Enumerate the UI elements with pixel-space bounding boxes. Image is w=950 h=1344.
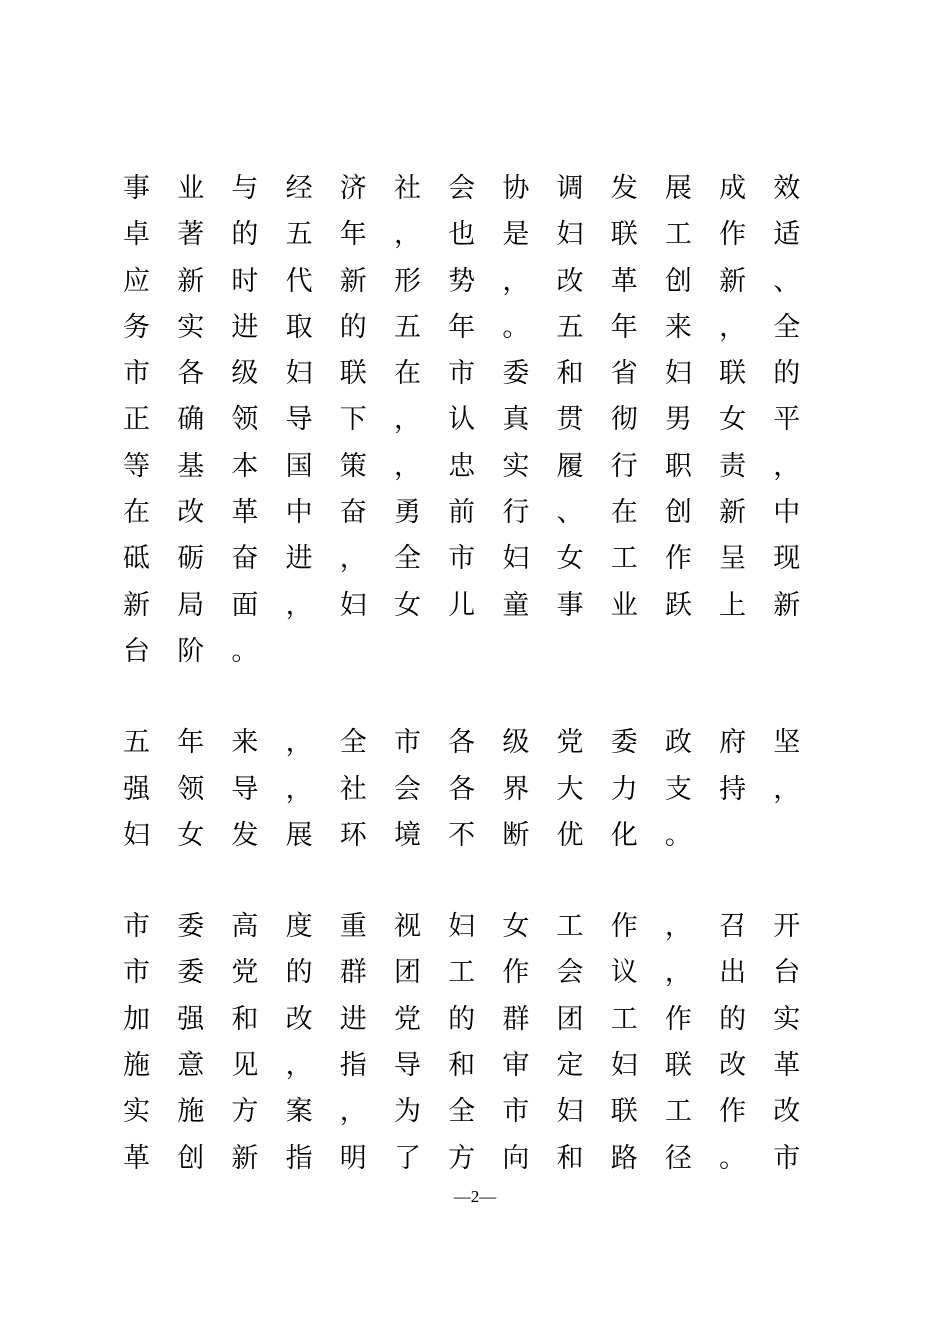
- text-char: 贯: [556, 404, 584, 436]
- text-char: 党: [556, 727, 584, 759]
- text-char: 方: [231, 1096, 259, 1128]
- text-char: 高: [231, 911, 259, 943]
- text-char: 妇: [664, 358, 692, 390]
- text-char: 革: [231, 497, 259, 529]
- text-char: 环: [339, 819, 367, 851]
- text-char: 发: [231, 819, 259, 851]
- text-char: 真: [502, 404, 530, 436]
- text-char: 女: [177, 819, 205, 851]
- text-line: [123, 212, 823, 258]
- text-line: [123, 444, 823, 490]
- text-char: 阶: [177, 635, 205, 667]
- text-char: 支: [664, 773, 692, 805]
- text-char: 五: [123, 727, 150, 759]
- text-char: 时: [231, 265, 259, 297]
- text-char: 工: [556, 911, 584, 943]
- text-char: 意: [177, 1050, 205, 1082]
- text-char: 议: [610, 957, 638, 989]
- text-char: ，: [393, 404, 421, 436]
- text-char: ，: [339, 1096, 367, 1128]
- text-char: 不: [448, 819, 476, 851]
- text-char: 各: [448, 773, 476, 805]
- text-char: 创: [664, 265, 692, 297]
- text-char: 联: [610, 1096, 638, 1128]
- text-char: 作: [664, 1003, 692, 1035]
- text-line: [123, 397, 823, 443]
- text-char: ，: [393, 219, 421, 251]
- text-char: 下: [339, 404, 367, 436]
- text-char: ，: [285, 1050, 313, 1082]
- text-char: 展: [285, 819, 313, 851]
- text-char: 妇: [556, 1096, 584, 1128]
- paragraph-gap: [123, 675, 823, 720]
- text-char: 势: [448, 265, 476, 297]
- text-char: 作: [610, 911, 638, 943]
- text-char: 年: [339, 219, 367, 251]
- text-char: 在: [123, 497, 150, 529]
- text-char: 女: [719, 404, 747, 436]
- text-char: 加: [123, 1003, 150, 1035]
- text-line: [123, 1043, 823, 1089]
- text-char: 群: [502, 1003, 530, 1035]
- text-char: 和: [231, 1003, 259, 1035]
- text-char: 彻: [610, 404, 638, 436]
- text-char: 力: [610, 773, 638, 805]
- text-char: 效: [773, 173, 801, 204]
- text-char: 勇: [393, 497, 421, 529]
- text-char: 形: [393, 265, 421, 297]
- text-char: 级: [502, 727, 530, 759]
- text-char: 界: [502, 773, 530, 805]
- text-char: 在: [393, 358, 421, 390]
- text-char: 进: [285, 543, 313, 575]
- text-char: 了: [393, 1142, 421, 1174]
- text-char: 开: [773, 911, 801, 943]
- text-char: ，: [285, 727, 313, 759]
- text-char: 五: [285, 219, 313, 251]
- text-char: 全: [773, 311, 801, 343]
- text-char: 济: [339, 173, 367, 204]
- text-char: 基: [177, 450, 205, 482]
- text-char: 作: [719, 1096, 747, 1128]
- text-char: 委: [610, 727, 638, 759]
- text-char: 案: [285, 1096, 313, 1128]
- paragraph-1: [123, 166, 823, 675]
- text-char: 年: [177, 727, 205, 759]
- text-char: 召: [719, 911, 747, 943]
- text-char: 省: [610, 358, 638, 390]
- text-char: 坚: [773, 727, 801, 759]
- text-char: 业: [177, 173, 205, 204]
- text-char: 径: [664, 1142, 692, 1174]
- text-char: 面: [231, 589, 259, 621]
- text-char: 实: [177, 311, 205, 343]
- text-char: 妇: [339, 589, 367, 621]
- text-char: 呈: [719, 543, 747, 575]
- text-char: 著: [177, 219, 205, 251]
- text-char: 的: [285, 957, 313, 989]
- text-char: 奋: [231, 543, 259, 575]
- text-char: 和: [556, 1142, 584, 1174]
- text-char: 工: [448, 957, 476, 989]
- text-char: 市: [448, 358, 476, 390]
- text-char: 团: [393, 957, 421, 989]
- text-line: [123, 583, 823, 629]
- text-char: 明: [339, 1142, 367, 1174]
- text-char: 五: [556, 311, 584, 343]
- text-char: 事: [123, 173, 150, 204]
- text-char: 市: [502, 1096, 530, 1128]
- text-char: ，: [393, 450, 421, 482]
- text-char: 展: [664, 173, 692, 204]
- text-char: 业: [610, 589, 638, 621]
- text-char: 妇: [610, 1050, 638, 1082]
- text-char: 行: [502, 497, 530, 529]
- text-char: 工: [610, 543, 638, 575]
- text-char: 男: [664, 404, 692, 436]
- text-char: 在: [610, 497, 638, 529]
- text-char: 。: [231, 635, 259, 667]
- text-char: 定: [556, 1050, 584, 1082]
- text-char: 奋: [339, 497, 367, 529]
- text-char: 妇: [502, 543, 530, 575]
- text-char: 现: [773, 543, 801, 575]
- text-char: 党: [393, 1003, 421, 1035]
- text-char: 化: [610, 819, 638, 851]
- text-char: 会: [556, 957, 584, 989]
- text-char: 的: [719, 1003, 747, 1035]
- text-char: 指: [339, 1050, 367, 1082]
- text-char: 各: [177, 358, 205, 390]
- text-char: 是: [502, 219, 530, 251]
- text-char: 审: [502, 1050, 530, 1082]
- text-char: 女: [556, 543, 584, 575]
- text-char: 群: [339, 957, 367, 989]
- text-char: 创: [177, 1142, 205, 1174]
- text-char: 。: [502, 311, 530, 343]
- text-char: 全: [393, 543, 421, 575]
- text-line: [123, 259, 823, 305]
- text-char: 联: [610, 219, 638, 251]
- text-char: 工: [610, 1003, 638, 1035]
- text-char: 上: [719, 589, 747, 621]
- text-char: ，: [502, 265, 530, 297]
- page-number: —2—: [453, 1187, 497, 1206]
- text-char: 导: [393, 1050, 421, 1082]
- text-char: 全: [448, 1096, 476, 1128]
- text-char: 社: [393, 173, 421, 204]
- text-char: 市: [123, 358, 150, 390]
- text-char: 施: [123, 1050, 150, 1082]
- text-char: 新: [177, 265, 205, 297]
- text-char: 联: [719, 358, 747, 390]
- text-char: ，: [719, 311, 747, 343]
- text-char: 革: [610, 265, 638, 297]
- text-char: 作: [502, 957, 530, 989]
- text-line: [123, 1136, 823, 1182]
- text-char: 行: [610, 450, 638, 482]
- text-char: 取: [285, 311, 313, 343]
- text-char: 级: [231, 358, 259, 390]
- text-char: 市: [773, 1142, 801, 1174]
- text-line: [123, 950, 823, 996]
- text-char: 创: [664, 497, 692, 529]
- text-char: 境: [393, 819, 421, 851]
- text-char: 和: [448, 1050, 476, 1082]
- text-char: 会: [448, 173, 476, 204]
- text-char: ，: [285, 589, 313, 621]
- text-char: 和: [556, 358, 584, 390]
- text-char: ，: [339, 543, 367, 575]
- text-char: 调: [556, 173, 584, 204]
- text-line: [123, 767, 823, 813]
- text-char: 代: [285, 265, 313, 297]
- text-char: 新: [773, 589, 801, 621]
- text-char: 改: [556, 265, 584, 297]
- text-char: 成: [719, 173, 747, 204]
- text-char: 新: [719, 265, 747, 297]
- text-char: 履: [556, 450, 584, 482]
- text-char: 、: [556, 497, 584, 529]
- text-char: 实: [773, 1003, 801, 1035]
- text-char: 政: [664, 727, 692, 759]
- text-char: 委: [177, 957, 205, 989]
- text-char: 卓: [123, 219, 150, 251]
- text-char: 前: [448, 497, 476, 529]
- text-char: 为: [393, 1096, 421, 1128]
- text-char: 女: [393, 589, 421, 621]
- text-char: 重: [339, 911, 367, 943]
- text-char: 童: [502, 589, 530, 621]
- text-char: 的: [448, 1003, 476, 1035]
- text-char: 方: [448, 1142, 476, 1174]
- text-char: 持: [719, 773, 747, 805]
- text-line: [123, 490, 823, 536]
- paragraph-gap: [123, 859, 823, 904]
- text-line: [123, 720, 823, 766]
- text-char: 妇: [123, 819, 150, 851]
- text-char: 联: [664, 1050, 692, 1082]
- text-char: 确: [177, 404, 205, 436]
- text-char: 委: [177, 911, 205, 943]
- text-char: 路: [610, 1142, 638, 1174]
- text-char: 市: [123, 911, 150, 943]
- text-char: 市: [393, 727, 421, 759]
- text-char: 砺: [177, 543, 205, 575]
- text-char: 忠: [448, 450, 476, 482]
- text-char: 强: [177, 1003, 205, 1035]
- text-char: 优: [556, 819, 584, 851]
- text-char: 正: [123, 404, 150, 436]
- text-char: 跃: [664, 589, 692, 621]
- text-char: 向: [502, 1142, 530, 1174]
- text-char: 协: [502, 173, 530, 204]
- text-char: 责: [719, 450, 747, 482]
- text-char: 大: [556, 773, 584, 805]
- text-char: 见: [231, 1050, 259, 1082]
- text-char: 中: [773, 497, 801, 529]
- text-char: 。: [719, 1142, 747, 1174]
- text-char: 改: [773, 1096, 801, 1128]
- text-char: 年: [448, 311, 476, 343]
- text-char: 实: [123, 1096, 150, 1128]
- text-char: 新: [339, 265, 367, 297]
- text-char: 经: [285, 173, 313, 204]
- text-char: 的: [339, 311, 367, 343]
- text-char: 视: [393, 911, 421, 943]
- text-char: ，: [664, 957, 692, 989]
- text-char: 新: [719, 497, 747, 529]
- text-char: 委: [502, 358, 530, 390]
- text-char: 断: [502, 819, 530, 851]
- text-char: 认: [448, 404, 476, 436]
- text-char: 务: [123, 311, 150, 343]
- text-char: 砥: [123, 543, 150, 575]
- text-char: 党: [231, 957, 259, 989]
- text-char: ，: [285, 773, 313, 805]
- text-char: 市: [448, 543, 476, 575]
- document-body: [123, 166, 823, 1182]
- text-char: ，: [773, 450, 801, 482]
- text-char: 各: [448, 727, 476, 759]
- text-char: 平: [773, 404, 801, 436]
- text-char: 作: [664, 543, 692, 575]
- text-char: 联: [339, 358, 367, 390]
- paragraph-3: [123, 904, 823, 1182]
- text-line: [123, 166, 823, 212]
- text-char: 也: [448, 219, 476, 251]
- text-char: 社: [339, 773, 367, 805]
- text-char: 新: [231, 1142, 259, 1174]
- text-char: 工: [664, 219, 692, 251]
- text-char: 导: [285, 404, 313, 436]
- text-char: ，: [664, 911, 692, 943]
- text-char: 领: [177, 773, 205, 805]
- text-char: 、: [773, 265, 801, 297]
- text-char: 年: [610, 311, 638, 343]
- text-char: 台: [123, 635, 150, 667]
- text-char: 强: [123, 773, 150, 805]
- text-char: 本: [231, 450, 259, 482]
- text-char: 改: [177, 497, 205, 529]
- text-char: 革: [123, 1142, 150, 1174]
- text-line: [123, 536, 823, 582]
- text-line: [123, 629, 823, 675]
- text-char: 会: [393, 773, 421, 805]
- text-line: [123, 305, 823, 351]
- text-char: 的: [773, 358, 801, 390]
- text-char: 全: [339, 727, 367, 759]
- paragraph-2: [123, 720, 823, 859]
- text-char: 策: [339, 450, 367, 482]
- text-line: [123, 1089, 823, 1135]
- text-char: 进: [231, 311, 259, 343]
- text-char: 。: [664, 819, 692, 851]
- text-char: 中: [285, 497, 313, 529]
- text-char: 发: [610, 173, 638, 204]
- text-char: 应: [123, 265, 150, 297]
- text-char: 的: [231, 219, 259, 251]
- text-char: 府: [719, 727, 747, 759]
- text-char: 工: [664, 1096, 692, 1128]
- text-char: 女: [502, 911, 530, 943]
- text-char: 妇: [556, 219, 584, 251]
- text-char: 施: [177, 1096, 205, 1128]
- text-char: 实: [502, 450, 530, 482]
- text-char: 指: [285, 1142, 313, 1174]
- text-line: [123, 997, 823, 1043]
- text-char: 国: [285, 450, 313, 482]
- text-char: 五: [393, 311, 421, 343]
- text-char: 等: [123, 450, 150, 482]
- text-line: [123, 813, 823, 859]
- text-char: 度: [285, 911, 313, 943]
- text-char: ，: [773, 773, 801, 805]
- text-char: 妇: [448, 911, 476, 943]
- text-char: 团: [556, 1003, 584, 1035]
- text-char: 台: [773, 957, 801, 989]
- text-char: 事: [556, 589, 584, 621]
- text-char: 进: [339, 1003, 367, 1035]
- text-char: 领: [231, 404, 259, 436]
- text-char: 适: [773, 219, 801, 251]
- text-char: 出: [719, 957, 747, 989]
- text-char: 市: [123, 957, 150, 989]
- text-char: 改: [285, 1003, 313, 1035]
- text-char: 作: [719, 219, 747, 251]
- text-char: 革: [773, 1050, 801, 1082]
- text-line: [123, 904, 823, 950]
- text-char: 妇: [285, 358, 313, 390]
- text-char: 职: [664, 450, 692, 482]
- text-char: 改: [719, 1050, 747, 1082]
- text-char: 与: [231, 173, 259, 204]
- text-char: 来: [664, 311, 692, 343]
- text-char: 导: [231, 773, 259, 805]
- text-line: [123, 351, 823, 397]
- text-char: 新: [123, 589, 150, 621]
- text-char: 来: [231, 727, 259, 759]
- text-char: 儿: [448, 589, 476, 621]
- text-char: 局: [177, 589, 205, 621]
